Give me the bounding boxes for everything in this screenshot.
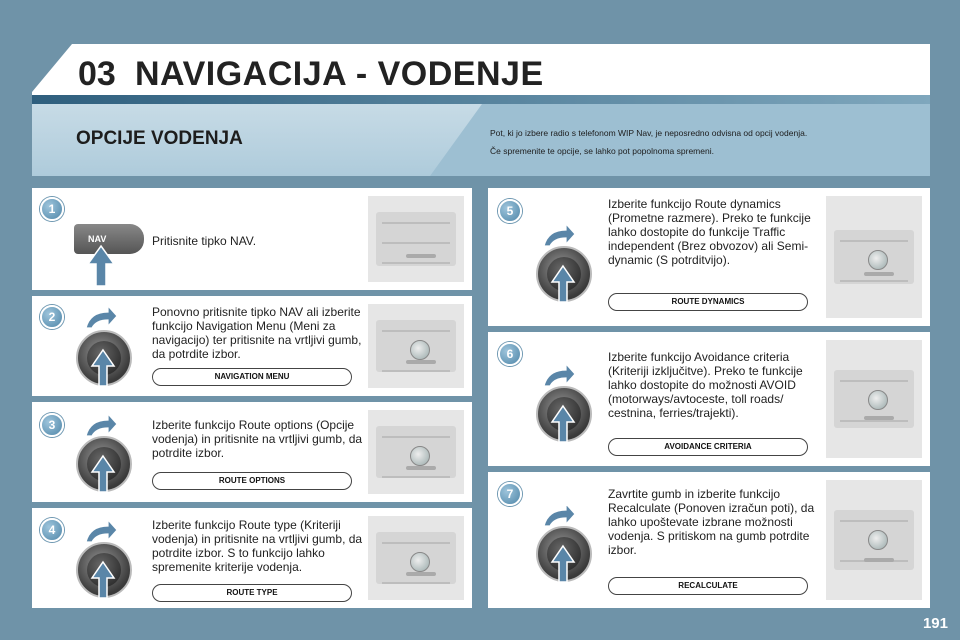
- console-image: [368, 304, 464, 388]
- chapter-title: NAVIGACIJA - VODENJE: [135, 55, 544, 93]
- menu-label-pill: ROUTE OPTIONS: [152, 472, 352, 490]
- arrow-up-icon: [550, 264, 576, 304]
- step-text: Izberite funkcijo Avoidance criteria (Kriteriji izključitve). Preko te funkcije lahko dostopite do možnosti AVOID (motorways/avtoceste, toll roads/ cestnina, ferries/trajekti).: [608, 350, 803, 420]
- chapter-number: 03: [78, 55, 116, 93]
- step-number-badge: 4: [40, 518, 64, 542]
- console-image: [826, 196, 922, 318]
- nav-button-icon: NAV: [74, 224, 144, 254]
- step-number-badge: 2: [40, 305, 64, 329]
- rotate-arrow-icon: [540, 222, 576, 248]
- console-image: [826, 480, 922, 600]
- intro-line-1: Pot, ki jo izbere radio s telefonom WIP Nav, je neposredno odvisna od opcij vodenja.: [490, 128, 808, 138]
- menu-label-pill: AVOIDANCE CRITERIA: [608, 438, 808, 456]
- menu-label-pill: NAVIGATION MENU: [152, 368, 352, 386]
- step-text: Zavrtite gumb in izberite funkcijo Recalculate (Ponoven izračun poti), da lahko upoštevate izbrane možnosti vodenja. S pritiskom na gumb potrdite izbor.: [608, 487, 815, 557]
- arrow-up-icon: [90, 454, 116, 494]
- rotate-arrow-icon: [540, 362, 576, 388]
- rotate-arrow-icon: [82, 518, 118, 544]
- rotate-arrow-icon: [540, 502, 576, 528]
- step-text: Pritisnite tipko NAV.: [152, 234, 257, 248]
- arrow-up-icon: [550, 544, 576, 584]
- console-image: [368, 516, 464, 600]
- menu-label-pill: ROUTE DYNAMICS: [608, 293, 808, 311]
- page-number: 191: [922, 615, 948, 632]
- rotate-arrow-icon: [82, 304, 118, 330]
- step-number-badge: 1: [40, 197, 64, 221]
- step-number-badge: 7: [498, 482, 522, 506]
- rotate-arrow-icon: [82, 412, 118, 438]
- step-number-badge: 6: [498, 342, 522, 366]
- step-number-badge: 5: [498, 199, 522, 223]
- console-image: [368, 410, 464, 494]
- arrow-up-icon: [550, 404, 576, 444]
- menu-label-pill: RECALCULATE: [608, 577, 808, 595]
- step-text: Izberite funkcijo Route type (Kriteriji vodenja) in pritisnite na vrtljivi gumb, da potrdite izbor. S to funkcijo lahko spremenite kriterije vodenja.: [152, 518, 363, 574]
- step-number-badge: 3: [40, 413, 64, 437]
- section-title: OPCIJE VODENJA: [76, 128, 243, 149]
- menu-label-pill: ROUTE TYPE: [152, 584, 352, 602]
- step-text: Izberite funkcijo Route dynamics (Prometne razmere). Preko te funkcije lahko dostopite do funkcije Traffic independent (Brez obvozov) ali Semi-dynamic (S potrditvijo).: [608, 197, 811, 267]
- arrow-up-icon: [86, 244, 116, 288]
- intro-line-2: Če spremenite te opcije, se lahko pot popolnoma spremeni.: [490, 146, 714, 156]
- step-text: Ponovno pritisnite tipko NAV ali izberite funkcijo Navigation Menu (Meni za navigacijo) ter pritisnite na vrtljivi gumb, da potrdite izbor.: [152, 305, 362, 361]
- arrow-up-icon: [90, 348, 116, 388]
- intro-text: [490, 124, 910, 160]
- header-accent-bar: [32, 95, 930, 104]
- step-text: Izberite funkcijo Route options (Opcije vodenja) in pritisnite na vrtljivi gumb, da potrdite izbor.: [152, 418, 363, 460]
- console-image: [826, 340, 922, 458]
- arrow-up-icon: [90, 560, 116, 600]
- console-image: [368, 196, 464, 282]
